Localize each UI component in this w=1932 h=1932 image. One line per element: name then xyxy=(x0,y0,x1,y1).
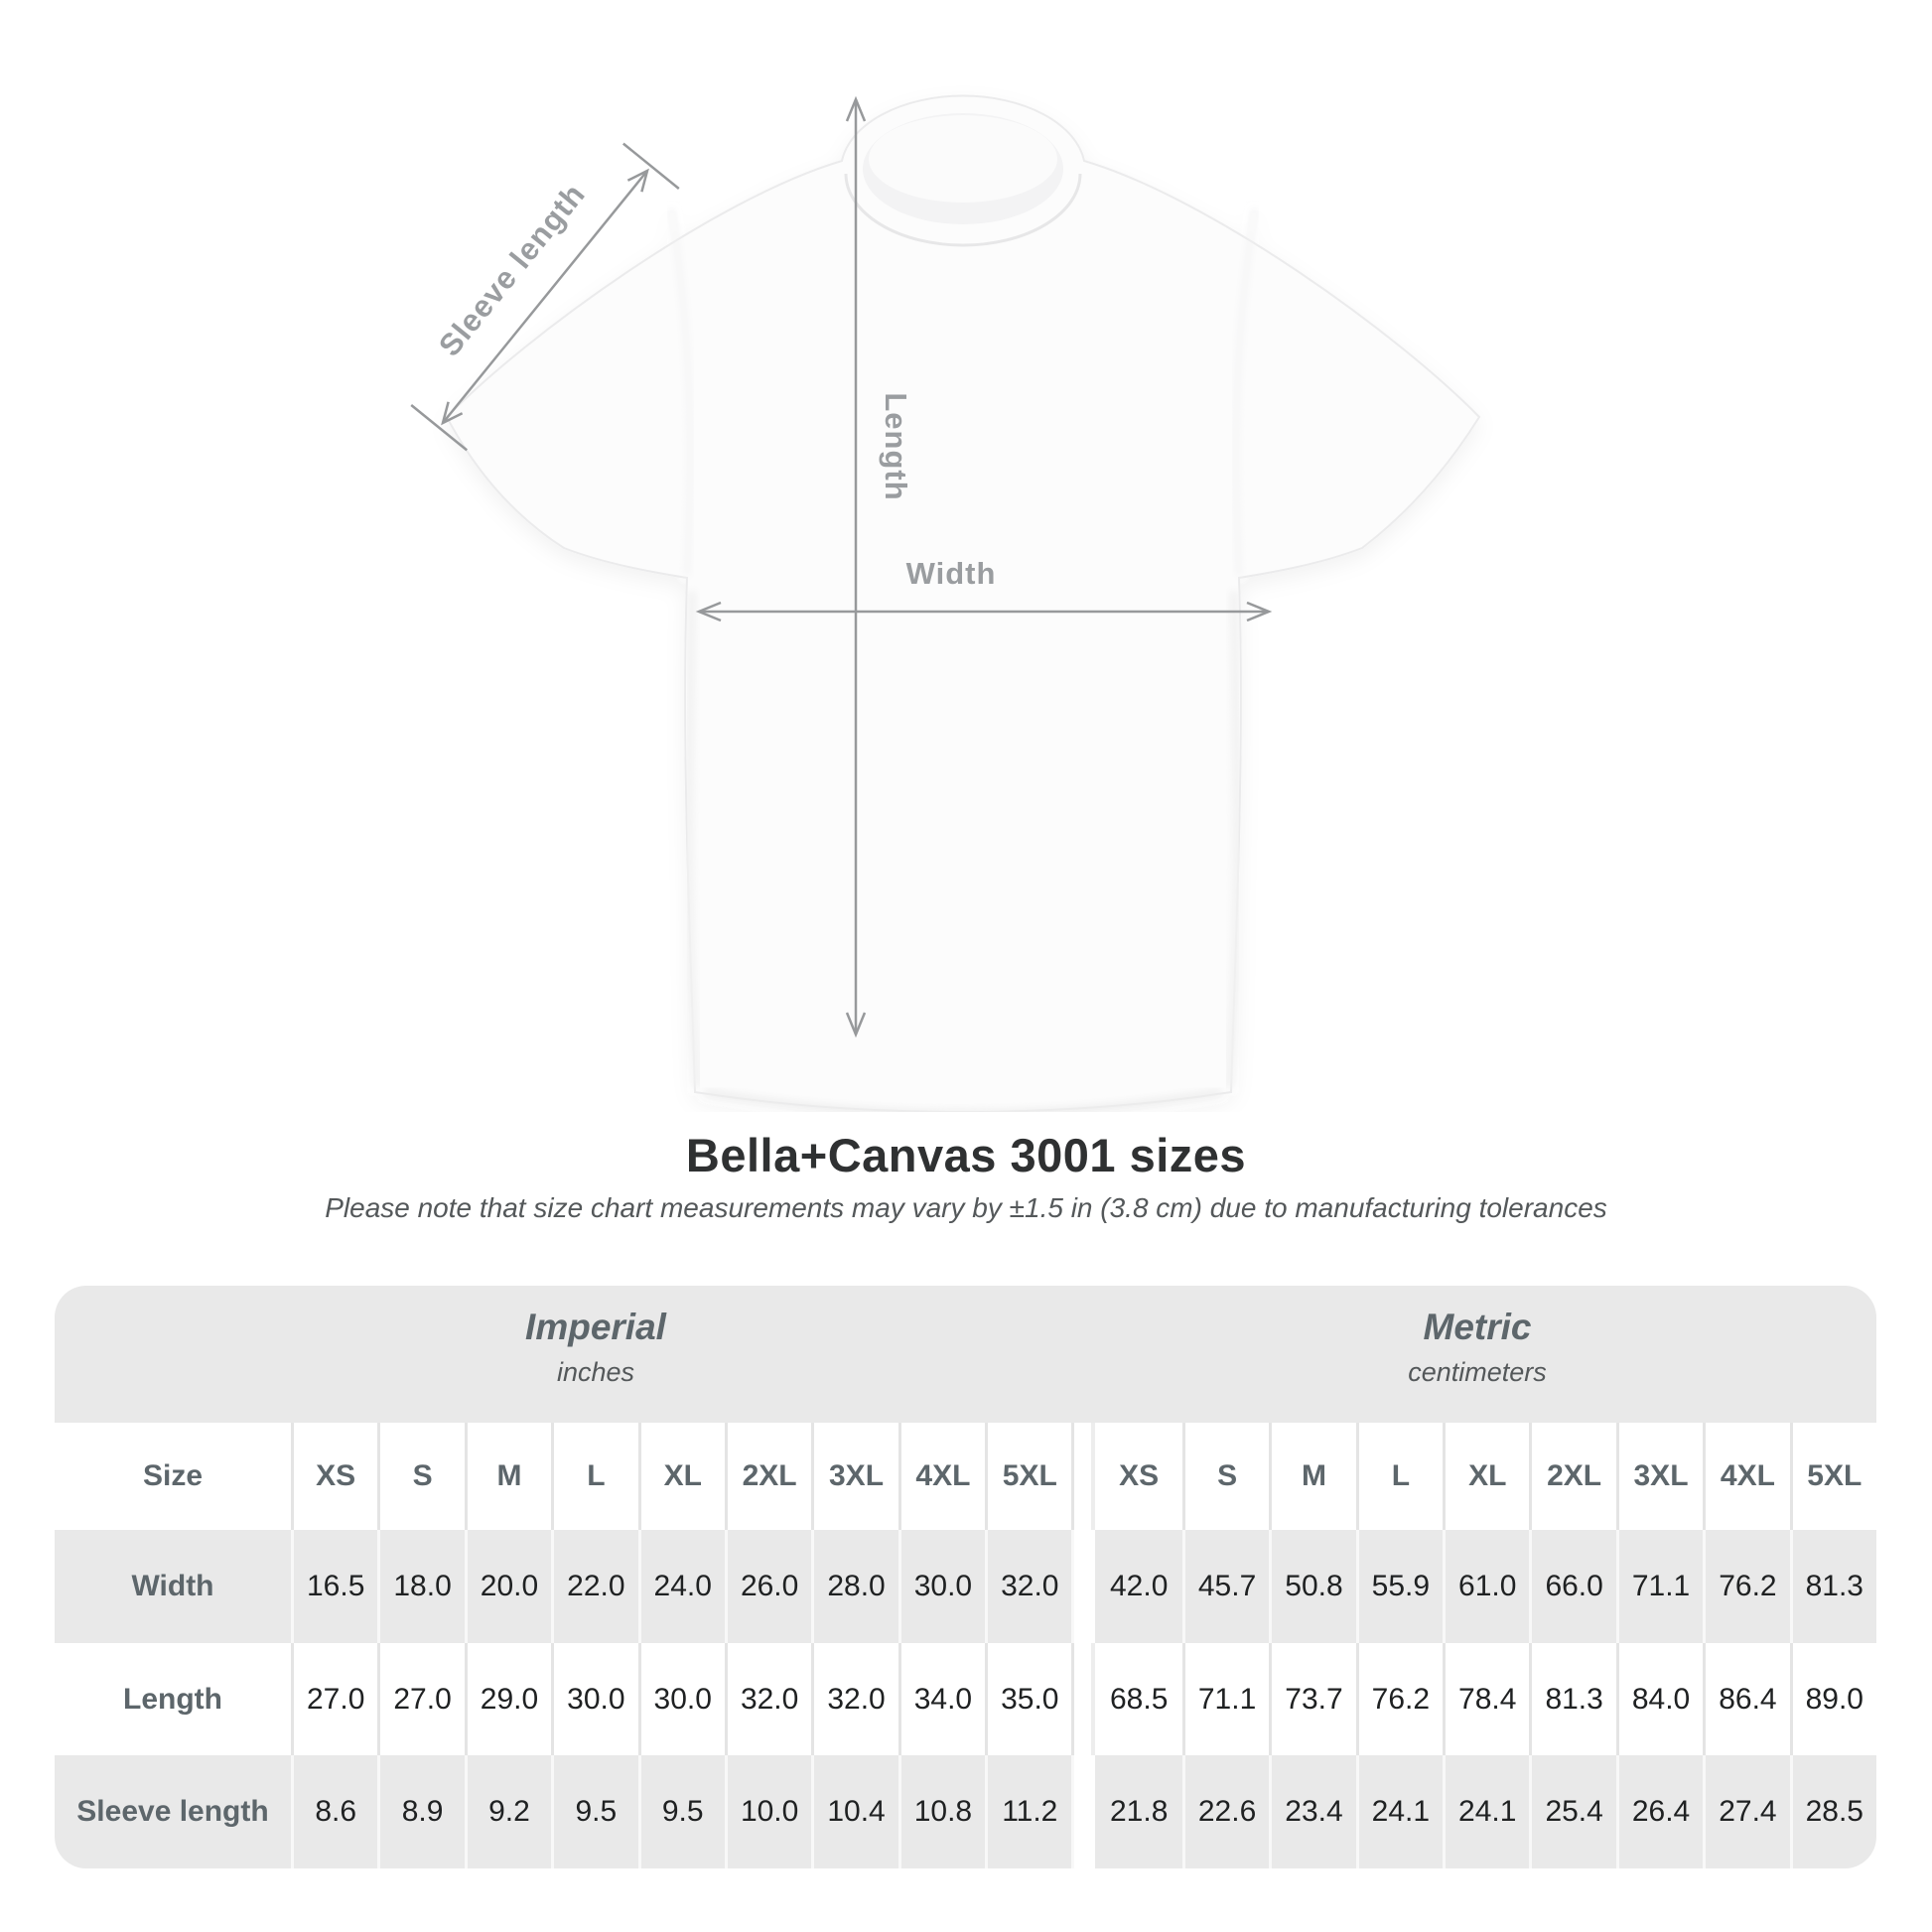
value-cell: 27.0 xyxy=(291,1643,377,1755)
value-cell: 10.8 xyxy=(898,1755,985,1868)
width-label: Width xyxy=(905,556,997,591)
row-length xyxy=(55,1643,1876,1755)
section-divider xyxy=(1071,1530,1095,1643)
size-col-header: 4XL xyxy=(898,1423,985,1530)
value-cell: 34.0 xyxy=(898,1643,985,1755)
metric-unit: centimeters xyxy=(1408,1357,1547,1387)
value-cell: 81.3 xyxy=(1529,1643,1615,1755)
size-col-header: M xyxy=(465,1423,551,1530)
value-cell: 10.4 xyxy=(811,1755,897,1868)
size-col-header: L xyxy=(1356,1423,1443,1530)
size-col-header: XL xyxy=(638,1423,725,1530)
value-cell: 11.2 xyxy=(985,1755,1071,1868)
size-col-header: 2XL xyxy=(1529,1423,1615,1530)
value-cell: 81.3 xyxy=(1790,1530,1876,1643)
size-col-header: S xyxy=(377,1423,464,1530)
size-col-header: S xyxy=(1182,1423,1269,1530)
imperial-header xyxy=(525,1307,666,1388)
value-cell: 10.0 xyxy=(725,1755,811,1868)
tshirt-graphic xyxy=(447,96,1479,1112)
value-cell: 22.0 xyxy=(551,1530,637,1643)
value-cell: 78.4 xyxy=(1443,1643,1529,1755)
value-cell: 23.4 xyxy=(1269,1755,1355,1868)
value-cell: 25.4 xyxy=(1529,1755,1615,1868)
row-width xyxy=(55,1530,1876,1643)
size-col-header: 5XL xyxy=(1790,1423,1876,1530)
value-cell: 20.0 xyxy=(465,1530,551,1643)
value-cell: 30.0 xyxy=(551,1643,637,1755)
value-cell: 30.0 xyxy=(638,1643,725,1755)
value-cell: 32.0 xyxy=(725,1643,811,1755)
size-table xyxy=(55,1286,1876,1868)
value-cell: 9.2 xyxy=(465,1755,551,1868)
value-cell: 76.2 xyxy=(1356,1643,1443,1755)
value-cell: 9.5 xyxy=(551,1755,637,1868)
unit-system-header xyxy=(55,1286,1876,1423)
tshirt-body xyxy=(447,96,1479,1112)
value-cell: 18.0 xyxy=(377,1530,464,1643)
value-cell: 71.1 xyxy=(1182,1643,1269,1755)
value-cell: 66.0 xyxy=(1529,1530,1615,1643)
value-cell: 21.8 xyxy=(1109,1795,1169,1828)
value-cell: 9.5 xyxy=(638,1755,725,1868)
value-cell: 42.0 xyxy=(1109,1570,1169,1602)
value-cell: 28.5 xyxy=(1790,1755,1876,1868)
page-subtitle: Please note that size chart measurements may vary by ±1.5 in (3.8 cm) due to manufacturing tolerances xyxy=(325,1192,1607,1223)
value-cell: 84.0 xyxy=(1616,1643,1703,1755)
size-col-header: XS xyxy=(291,1423,377,1530)
value-cell: 32.0 xyxy=(985,1530,1071,1643)
value-cell: 8.6 xyxy=(291,1755,377,1868)
value-cell: 86.4 xyxy=(1703,1643,1789,1755)
page-title: Bella+Canvas 3001 sizes xyxy=(685,1129,1247,1181)
imperial-title: Imperial xyxy=(525,1307,666,1347)
section-divider xyxy=(1071,1423,1095,1530)
size-table-rows xyxy=(55,1423,1876,1868)
row-label: Length xyxy=(123,1682,222,1716)
tshirt-diagram xyxy=(377,60,1549,1112)
size-col-header: 2XL xyxy=(725,1423,811,1530)
value-cell: 73.7 xyxy=(1269,1643,1355,1755)
value-cell: 26.4 xyxy=(1616,1755,1703,1868)
row-size xyxy=(55,1423,1876,1530)
value-cell: 45.7 xyxy=(1182,1530,1269,1643)
size-col-header: XS xyxy=(1119,1459,1160,1492)
value-cell: 28.0 xyxy=(811,1530,897,1643)
value-cell: 22.6 xyxy=(1182,1755,1269,1868)
value-cell: 61.0 xyxy=(1443,1530,1529,1643)
collar-inner-back xyxy=(869,115,1057,203)
value-cell: 35.0 xyxy=(985,1643,1071,1755)
size-col-header: 4XL xyxy=(1703,1423,1789,1530)
size-column-header: Size xyxy=(142,1459,204,1492)
metric-header xyxy=(1408,1307,1547,1388)
imperial-unit: inches xyxy=(556,1357,635,1387)
size-col-header: L xyxy=(551,1423,637,1530)
metric-title: Metric xyxy=(1423,1307,1532,1347)
section-divider xyxy=(1071,1643,1095,1755)
value-cell: 30.0 xyxy=(898,1530,985,1643)
size-col-header: 3XL xyxy=(1616,1423,1703,1530)
value-cell: 89.0 xyxy=(1790,1643,1876,1755)
row-sleeve xyxy=(55,1755,1876,1868)
sleeve-length-label: Sleeve length xyxy=(432,176,593,363)
value-cell: 24.1 xyxy=(1356,1755,1443,1868)
value-cell: 24.1 xyxy=(1443,1755,1529,1868)
value-cell: 71.1 xyxy=(1616,1530,1703,1643)
size-col-header: M xyxy=(1269,1423,1355,1530)
size-col-header: XL xyxy=(1443,1423,1529,1530)
section-divider xyxy=(1071,1755,1095,1868)
row-label: Sleeve length xyxy=(76,1795,269,1828)
row-label: Width xyxy=(131,1570,214,1602)
value-cell: 24.0 xyxy=(638,1530,725,1643)
value-cell: 27.0 xyxy=(377,1643,464,1755)
size-col-header: 3XL xyxy=(811,1423,897,1530)
value-cell: 68.5 xyxy=(1109,1682,1169,1716)
value-cell: 55.9 xyxy=(1356,1530,1443,1643)
value-cell: 29.0 xyxy=(465,1643,551,1755)
value-cell: 27.4 xyxy=(1703,1755,1789,1868)
length-label: Length xyxy=(879,392,913,501)
value-cell: 50.8 xyxy=(1269,1530,1355,1643)
value-cell: 8.9 xyxy=(377,1755,464,1868)
size-col-header: 5XL xyxy=(985,1423,1071,1530)
value-cell: 76.2 xyxy=(1703,1530,1789,1643)
value-cell: 32.0 xyxy=(811,1643,897,1755)
value-cell: 26.0 xyxy=(725,1530,811,1643)
value-cell: 16.5 xyxy=(291,1530,377,1643)
